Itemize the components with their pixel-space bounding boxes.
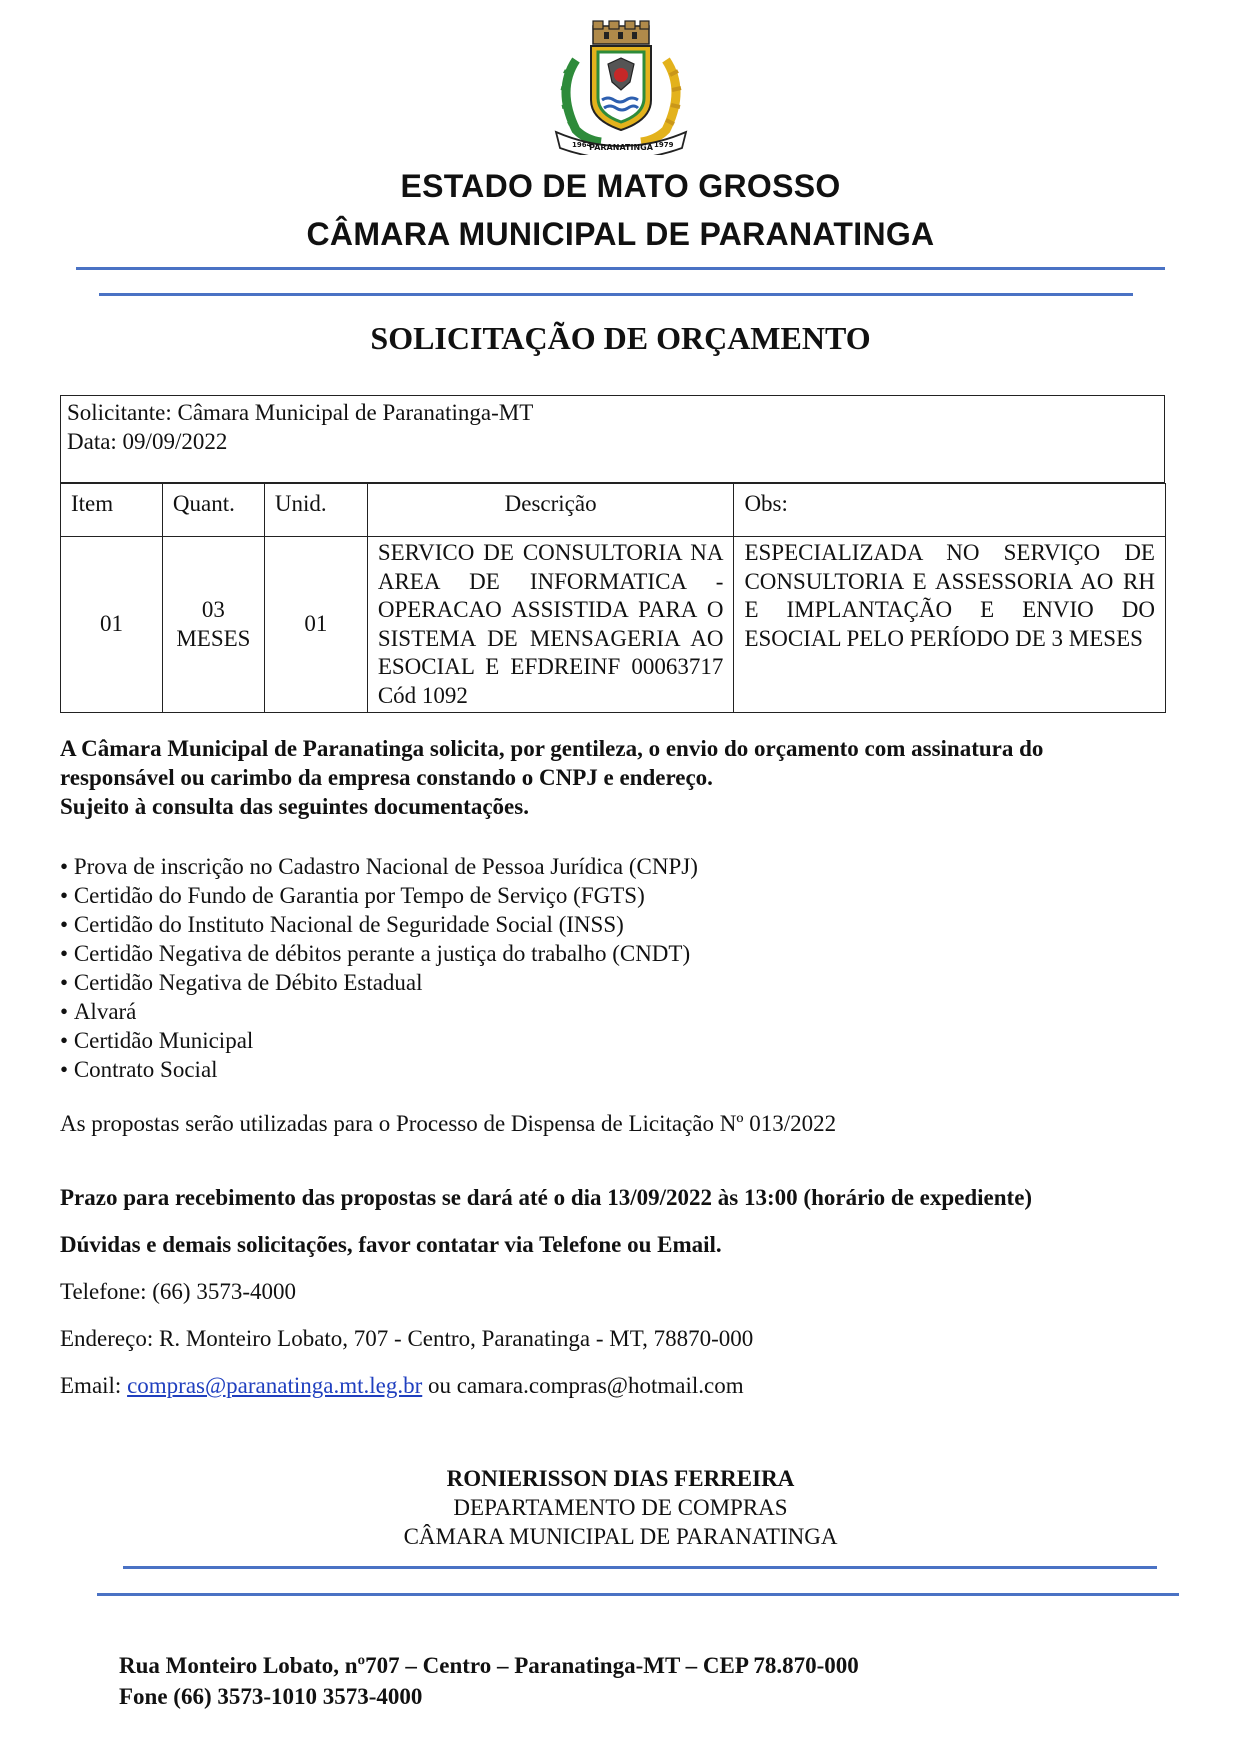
request-note-line2: responsável ou carimbo da empresa constando o CNPJ e endereço. (60, 765, 713, 790)
items-table (60, 483, 1166, 713)
signatory-department: DEPARTAMENTO DE COMPRAS (453, 1495, 788, 1520)
email-link[interactable]: compras@paranatinga.mt.leg.br (127, 1373, 423, 1398)
email-label: Email: (60, 1373, 128, 1398)
header-unid: Unid. (264, 484, 367, 537)
list-item: • Certidão do Instituto Nacional de Seguridade Social (INSS) (60, 910, 698, 939)
list-item: • Certidão Negativa de débitos perante a justiça do trabalho (CNDT) (60, 939, 698, 968)
header-quant: Quant. (162, 484, 264, 537)
footer-rule-top (123, 1566, 1157, 1569)
required-documents-list (60, 852, 698, 1084)
cell-item: 01 (61, 537, 163, 713)
request-note (60, 734, 1170, 821)
header-item: Item (61, 484, 163, 537)
header-obs: Obs: (734, 484, 1166, 537)
crest-year-left: 1964 (572, 141, 592, 149)
list-item: • Alvará (60, 997, 698, 1026)
footer (119, 1650, 859, 1712)
email-secondary: camara.compras@hotmail.com (456, 1373, 744, 1398)
header-rule-top (76, 267, 1165, 270)
deadline-note: Prazo para recebimento das propostas se dará até o dia 13/09/2022 às 13:00 (horário de expediente) (60, 1185, 1033, 1210)
email-separator: ou (422, 1373, 457, 1398)
request-info-box (60, 395, 1165, 483)
cell-quant-unit: MESES (176, 625, 251, 651)
request-note-line1: A Câmara Municipal de Paranatinga solicita, por gentileza, o envio do orçamento com assinatura do (60, 736, 1044, 761)
crest-year-right: 1979 (654, 141, 674, 149)
table-header-row (61, 484, 1166, 537)
signatory-name: RONIERISSON DIAS FERREIRA (446, 1466, 795, 1491)
document-title: SOLICITAÇÃO DE ORÇAMENTO (370, 320, 871, 356)
cell-unid: 01 (264, 537, 367, 713)
cell-obs: ESPECIALIZADA NO SERVIÇO DE CONSULTORIA E ASSESSORIA AO RH E IMPLANTAÇÃO E ENVIO DO ESOCIAL PELO PERÍODO DE 3 MESES (734, 537, 1166, 713)
cell-quant (162, 537, 264, 713)
cell-quant-value: 03 (201, 597, 225, 622)
phone-line: Telefone: (66) 3573-4000 (60, 1279, 296, 1304)
footer-rule-bottom (97, 1593, 1179, 1596)
list-item: • Certidão do Fundo de Garantia por Tempo de Serviço (FGTS) (60, 881, 698, 910)
header-rule-bottom (99, 293, 1133, 296)
contact-intro: Dúvidas e demais solicitações, favor contatar via Telefone ou Email. (60, 1232, 722, 1257)
signatory-institution: CÂMARA MUNICIPAL DE PARANATINGA (403, 1524, 838, 1549)
signature-block (0, 1464, 1241, 1551)
list-item: • Prova de inscrição no Cadastro Nacional de Pessoa Jurídica (CNPJ) (60, 852, 698, 881)
table-row (61, 537, 1166, 713)
footer-address: Rua Monteiro Lobato, nº707 – Centro – Paranatinga-MT – CEP 78.870-000 (119, 1653, 859, 1678)
header-descricao: Descrição (367, 484, 734, 537)
list-item: • Contrato Social (60, 1055, 698, 1084)
footer-phone: Fone (66) 3573-1010 3573-4000 (119, 1684, 423, 1709)
header-state: ESTADO DE MATO GROSSO (400, 168, 841, 204)
address-line: Endereço: R. Monteiro Lobato, 707 - Centro, Paranatinga - MT, 78870-000 (60, 1326, 754, 1351)
crest-banner-text: PARANATINGA (589, 143, 653, 152)
date-line: Data: 09/09/2022 (67, 429, 228, 454)
applicant-line: Solicitante: Câmara Municipal de Paranatinga-MT (67, 400, 534, 425)
header-institution: CÂMARA MUNICIPAL DE PARANATINGA (306, 216, 935, 252)
municipal-coat-of-arms (546, 20, 696, 155)
process-note: As propostas serão utilizadas para o Processo de Dispensa de Licitação Nº 013/2022 (60, 1111, 837, 1136)
list-item: • Certidão Negativa de Débito Estadual (60, 968, 698, 997)
email-line (60, 1373, 744, 1399)
request-note-line3: Sujeito à consulta das seguintes documentações. (60, 794, 529, 819)
list-item: • Certidão Municipal (60, 1026, 698, 1055)
cell-descricao: SERVICO DE CONSULTORIA NA AREA DE INFORMATICA - OPERACAO ASSISTIDA PARA O SISTEMA DE MENSAGERIA AO ESOCIAL E EFDREINF 00063717 Cód 1092 (367, 537, 734, 713)
